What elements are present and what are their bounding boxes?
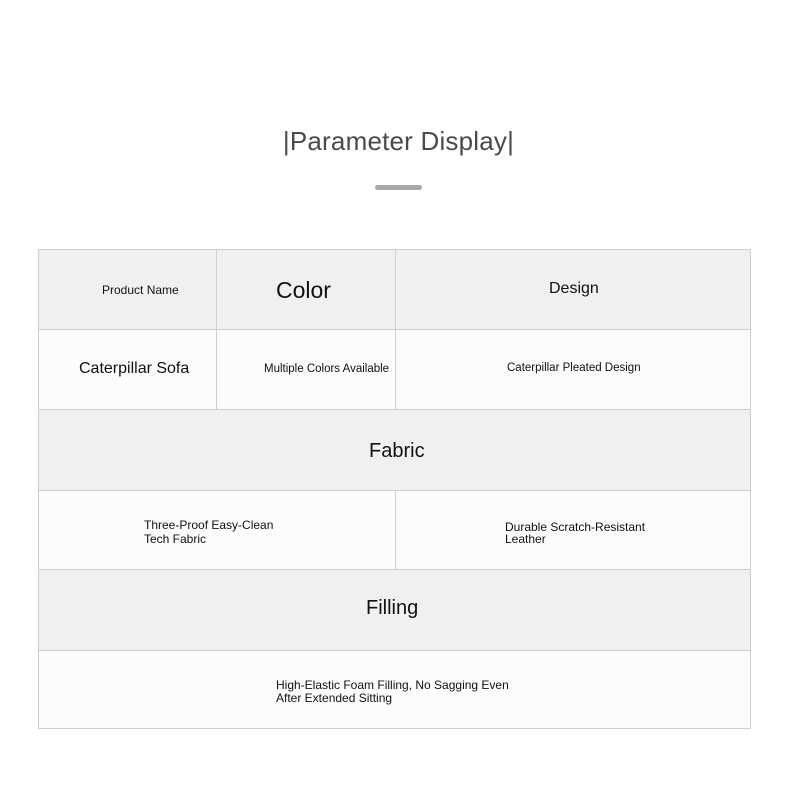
- design-header: Design: [549, 280, 599, 297]
- table-header-row: [39, 250, 750, 330]
- fabric-options-row: [39, 491, 750, 570]
- color-value-cell: [217, 330, 396, 409]
- table-row: [39, 330, 750, 410]
- fabric-header: Fabric: [369, 440, 425, 462]
- fabric-option-cell: [396, 491, 750, 569]
- page-title: |Parameter Display|: [282, 126, 515, 156]
- title-underline: [375, 185, 422, 190]
- color-header-cell: [217, 250, 396, 329]
- design-value: Caterpillar Pleated Design: [507, 362, 641, 374]
- fabric-header-row: [39, 410, 750, 491]
- filling-value-row: [39, 651, 750, 728]
- filling-value-line-2: After Extended Sitting: [276, 691, 393, 705]
- color-header: Color: [276, 277, 331, 303]
- design-value-cell: [396, 330, 750, 409]
- color-value: Multiple Colors Available: [264, 363, 390, 375]
- fabric-option-1-line-2: Tech Fabric: [144, 532, 207, 546]
- filling-header: Filling: [366, 597, 419, 619]
- filling-header-row: [39, 570, 750, 651]
- filling-value-line-1: High-Elastic Foam Filling, No Sagging Even: [276, 678, 509, 692]
- product-name-header: Product Name: [102, 283, 179, 297]
- fabric-option-cell: [39, 491, 396, 569]
- product-name-header-cell: [39, 250, 217, 329]
- product-name-value: Caterpillar Sofa: [79, 360, 190, 377]
- fabric-option-1-line-1: Three-Proof Easy-Clean: [144, 518, 274, 532]
- product-name-value-cell: [39, 330, 217, 409]
- fabric-option-2-line-1: Durable Scratch-Resistant: [505, 520, 646, 534]
- parameter-table: [38, 249, 751, 729]
- fabric-option-2-line-2: Leather: [505, 532, 546, 546]
- design-header-cell: [396, 250, 750, 329]
